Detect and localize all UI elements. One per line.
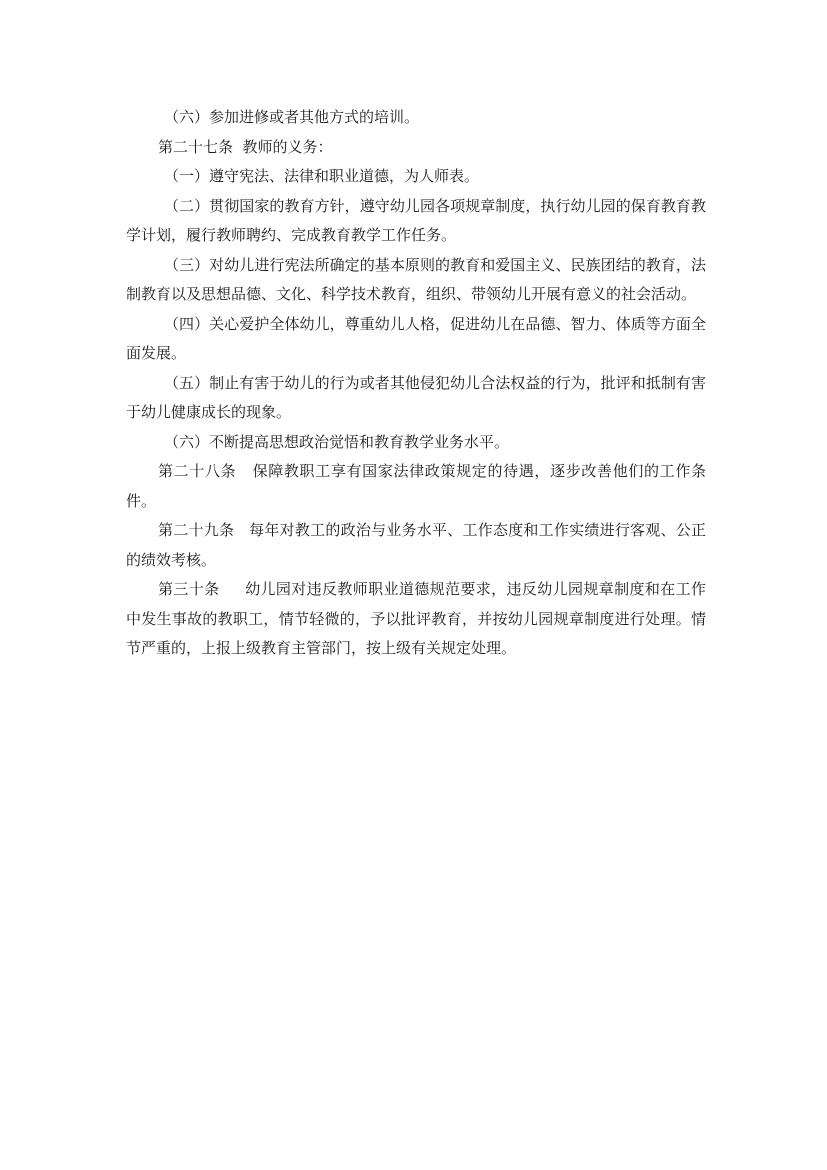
article-27-heading: 第二十七条 教师的义务： xyxy=(158,137,333,156)
article-29-paragraph: 第二十九条 每年对教工的政治与业务水平、工作态度和工作实绩进行客观、公正的绩效考核。 xyxy=(126,521,706,569)
clause-paragraph: （一）遵守宪法、法律和职业道德，为人师表。 xyxy=(164,167,480,185)
clause-paragraph: （四）关心爱护全体幼儿，尊重幼儿人格，促进幼儿在品德、智力、体质等方面全面发展。 xyxy=(126,314,706,362)
clause-paragraph: （六）不断提高思想政治觉悟和教育教学业务水平。 xyxy=(164,432,510,451)
clause-paragraph: （三）对幼儿进行宪法所确定的基本原则的教育和爱国主义、民族团结的教育，法制教育以及思想品德、文化、科学技术教育，组织、带领幼儿开展有意义的社会活动。 xyxy=(126,255,706,303)
clause-paragraph: （六）参加进修或者其他方式的培训。 xyxy=(164,108,420,126)
article-28-paragraph: 第二十八条 保障教职工享有国家法律政策规定的待遇，逐步改善他们的工作条件。 xyxy=(126,462,706,510)
document-body xyxy=(126,103,706,664)
clause-paragraph: （五）制止有害于幼儿的行为或者其他侵犯幼儿合法权益的行为，批评和抵制有害于幼儿健康成长的现象。 xyxy=(126,373,706,421)
article-30-paragraph: 第三十条 幼儿园对违反教师职业道德规范要求，违反幼儿园规章制度和在工作中发生事故的教职工，情节轻微的，予以批评教育，并按幼儿园规章制度进行处理。情节严重的，上报上级教育主管部门，按上级有关规定处理。 xyxy=(126,580,706,657)
clause-paragraph: （二）贯彻国家的教育方针，遵守幼儿园各项规章制度，执行幼儿园的保育教育教学计划，履行教师聘约、完成教育教学工作任务。 xyxy=(126,196,706,244)
